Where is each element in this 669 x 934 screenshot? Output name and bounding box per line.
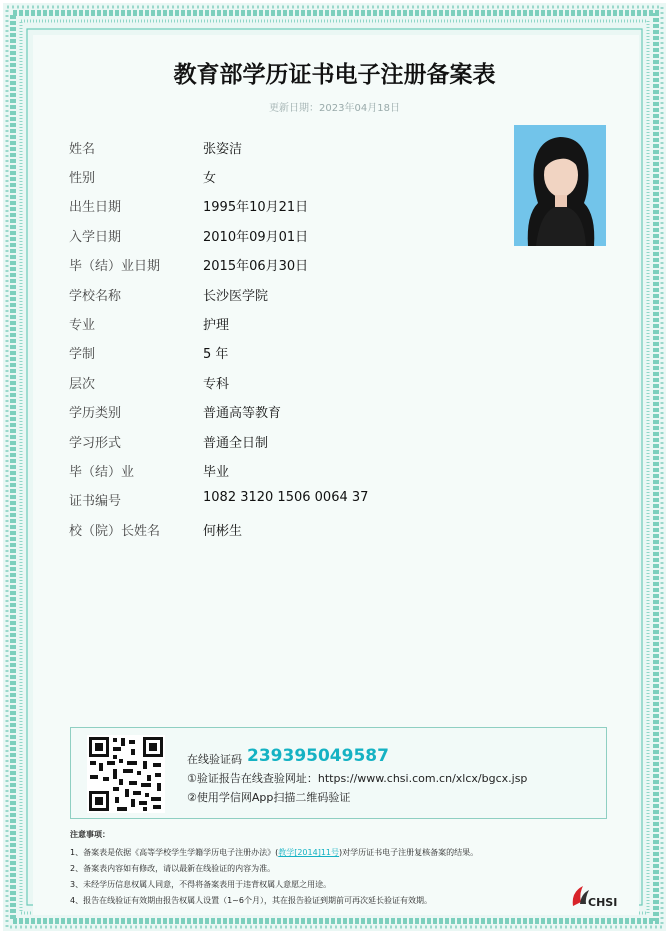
field-label: 毕（结）业日期 xyxy=(69,259,161,274)
field-label: 姓名 xyxy=(69,142,96,157)
field-label: 毕（结）业 xyxy=(69,465,135,480)
notes-section xyxy=(70,829,570,911)
field-label: 专业 xyxy=(69,318,96,333)
field-label: 入学日期 xyxy=(69,230,122,245)
field-value: 毕业 xyxy=(203,465,230,480)
field-value: 女 xyxy=(203,171,217,186)
field-value: 2010年09月01日 xyxy=(203,230,309,245)
field-value: 1995年10月21日 xyxy=(203,200,309,215)
verification-url-text: ①验证报告在线查验网址：https://www.chsi.com.cn/xlcx/bgcx.jsp xyxy=(187,772,528,785)
verification-code-label: 在线验证码 xyxy=(187,753,242,766)
field-label: 出生日期 xyxy=(69,200,122,215)
qr-code-icon[interactable] xyxy=(87,735,165,813)
field-label: 学习形式 xyxy=(69,436,122,451)
field-value: 1082 3120 1506 0064 37 xyxy=(203,490,369,505)
field-value: 张姿洁 xyxy=(203,142,243,157)
field-label: 证书编号 xyxy=(69,494,122,509)
verification-app-text: ②使用学信网App扫描二维码验证 xyxy=(187,791,351,804)
online-verification-box xyxy=(70,727,607,819)
field-label: 学制 xyxy=(69,347,96,362)
chsi-logo-text: CHSI xyxy=(588,896,618,909)
student-photo xyxy=(514,125,606,246)
field-value: 普通高等教育 xyxy=(203,406,282,421)
notes-header: 注意事项： xyxy=(70,830,110,839)
field-value: 2015年06月30日 xyxy=(203,259,309,274)
field-label: 层次 xyxy=(69,377,96,392)
field-value: 何彬生 xyxy=(203,524,243,539)
note-item xyxy=(70,847,570,863)
note-text: )对学历证书电子注册复核备案的结果。 xyxy=(339,848,479,857)
field-label: 性别 xyxy=(69,171,96,186)
verification-code: 239395049587 xyxy=(247,746,389,766)
field-value: 5 年 xyxy=(203,347,229,362)
field-label: 学历类别 xyxy=(69,406,122,421)
field-label: 校（院）长姓名 xyxy=(69,524,161,539)
field-value: 护理 xyxy=(203,318,230,333)
page-title: 教育部学历证书电子注册备案表 xyxy=(173,62,496,88)
note-item: 3、未经学历信息权属人同意，不得将备案表用于违背权属人意愿之用途。 xyxy=(70,880,332,889)
note-item: 2、备案表内容如有修改，请以最新在线验证的内容为准。 xyxy=(70,864,276,873)
note-text: 1、备案表是依据《高等学校学生学籍学历电子注册办法》( xyxy=(70,848,279,857)
field-value: 专科 xyxy=(203,377,230,392)
regulation-link[interactable]: 教学[2014]11号 xyxy=(278,848,339,857)
note-item: 4、报告在线验证有效期由报告权属人设置（1~6个月），其在报告验证到期前可再次延长验证有效期。 xyxy=(70,896,432,905)
field-value: 普通全日制 xyxy=(203,436,269,451)
field-value: 长沙医学院 xyxy=(203,289,269,304)
field-label: 学校名称 xyxy=(69,289,122,304)
update-date: 更新日期：2023年04月18日 xyxy=(269,103,400,114)
